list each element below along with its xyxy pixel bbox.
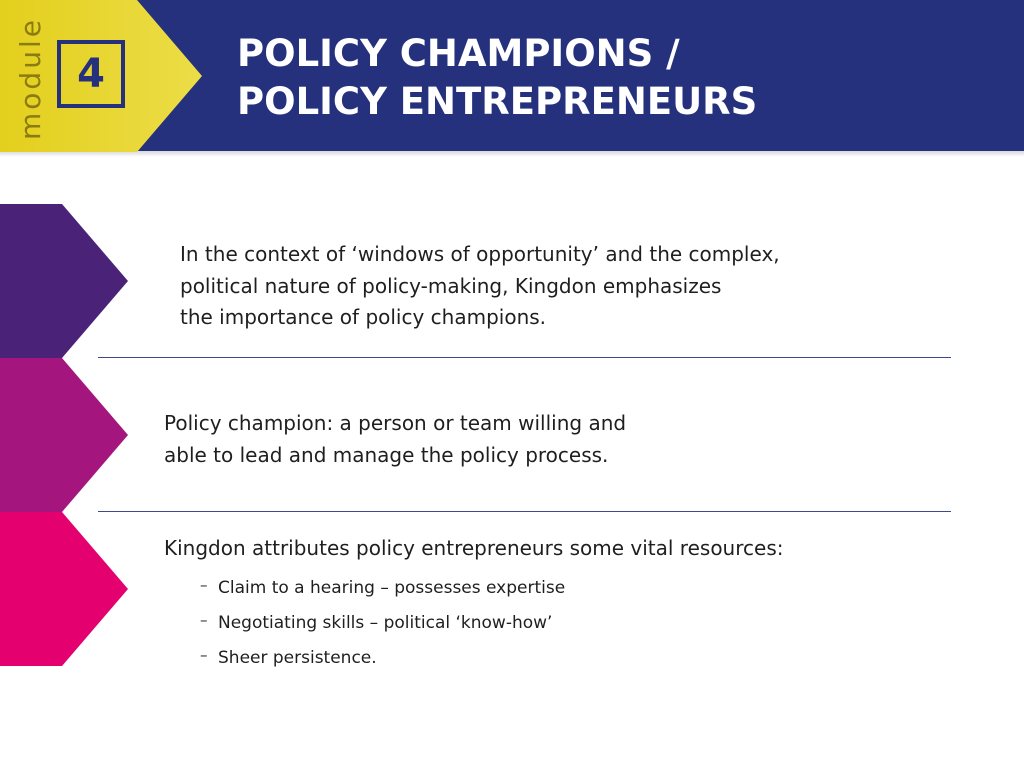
list-item <box>200 640 565 675</box>
section-3-intro-text: Kingdon attributes policy entrepreneurs some vital resources: <box>164 536 784 560</box>
page-title <box>237 30 757 126</box>
section-2-text <box>164 408 626 471</box>
section-2-line: Policy champion: a person or team willing and <box>164 411 627 435</box>
list-item-text: Negotiating skills – political ‘know-how’ <box>218 612 553 633</box>
list-item-text: Sheer persistence. <box>218 647 377 668</box>
chevron-magenta <box>0 358 135 512</box>
list-item <box>200 605 565 640</box>
module-label <box>6 16 54 140</box>
page-title-line-2: POLICY ENTREPRENEURS <box>237 80 758 123</box>
divider-2 <box>98 511 951 512</box>
chevron-pink <box>0 512 135 666</box>
section-2-line: able to lead and manage the policy process. <box>164 442 609 467</box>
list-item <box>200 570 565 605</box>
module-number: 4 <box>77 51 105 97</box>
section-3-intro <box>164 533 783 565</box>
section-1-line: In the context of ‘windows of opportunity’ and the complex, <box>180 242 780 266</box>
module-label-text: module <box>13 16 47 140</box>
list-item-text: Claim to a hearing – possesses expertise <box>218 577 566 598</box>
chevron-purple <box>0 204 135 358</box>
section-1-line: political nature of policy-making, Kingdon emphasizes <box>180 273 722 298</box>
section-1-text <box>180 239 780 334</box>
page-title-line-1: POLICY CHAMPIONS / <box>237 32 680 75</box>
section-1-line: the importance of policy champions. <box>180 305 547 329</box>
resource-list <box>200 570 565 675</box>
bullet-dash: – <box>200 610 208 629</box>
module-number-box <box>57 40 125 108</box>
bullet-dash: – <box>200 575 208 594</box>
divider-1 <box>98 357 951 358</box>
bullet-dash: – <box>200 645 208 664</box>
